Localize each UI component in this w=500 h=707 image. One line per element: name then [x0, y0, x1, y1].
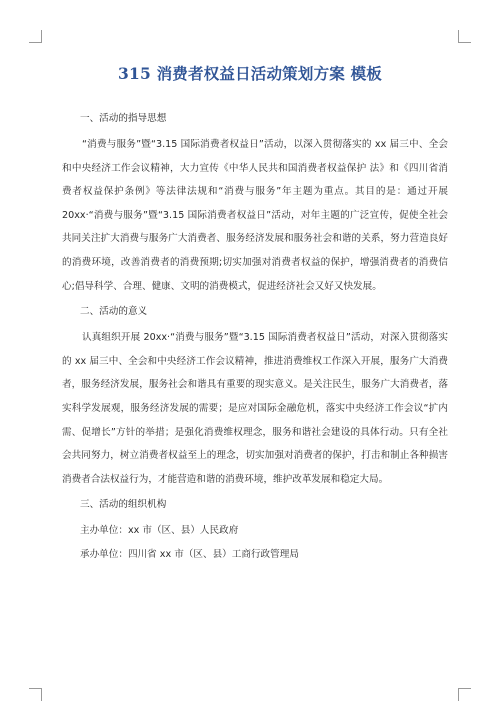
crop-mark-top-right: [458, 30, 471, 43]
section-heading: 一、活动的指导思想: [80, 113, 167, 124]
document-title: 315 消费者权益日活动策划方案 模板: [118, 64, 382, 83]
section-heading: 三、活动的组织机构: [80, 499, 167, 511]
organizer-line: 主办单位：xx 市（区、县）人民政府: [80, 525, 239, 537]
section-heading: 二、活动的意义: [80, 306, 148, 318]
undertaker-line: 承办单位：四川省 xx 市（区、县）工商行政管理局: [80, 549, 299, 561]
crop-mark-bottom-left: [29, 688, 42, 701]
crop-mark-top-left: [29, 30, 42, 43]
document-body: [62, 110, 448, 567]
body-paragraph: “消费与服务”暨“3.15 国际消费者权益日”活动，以深入贯彻落实的 xx 届三中、全会和中央经济工作会议精神，大力宣传《中华人民共和国消费者权益保护 法》和《四川省消费者权益保护条例》等法律法规和“消费与服务”年主题为重点。其目的是：通过开展 20xx·“消费与服务”暨“3.15 国际消费者权益日”活动，对年主题的广泛宣传，促使全社会共同关注扩大消费与服务广大消费者、服务经济发展和服务社会和谐的关系，努力营造良好的消费环境，改善消费者的消费预期;切实加强对消费者权益的保护，增强消费者的消费信心;倡导科学、合理、健康、文明的消费模式，促进经济社会又好又快发展。: [62, 139, 448, 292]
crop-mark-bottom-right: [458, 688, 471, 701]
body-paragraph: 认真组织开展 20xx·“消费与服务”暨“3.15 国际消费者权益日”活动，对深入贯彻落实的 xx 届三中、全会和中央经济工作会议精神，推进消费维权工作深入开展，服务广大消费者，服务经济发展，服务社会和谐具有重要的现实意义。是关注民生，服务广大消费者，落实科学发展观，服务经济发展的需要；是应对国际金融危机，落实中央经济工作会议“扩内需、促增长”方针的举措；是强化消费维权理念，服务和谐社会建设的具体行动。只有全社会共同努力，树立消费者权益至上的理念，切实加强对消费者的保护，打击和制止各种损害消费者合法权益行为，才能营造和谐的消费环境，维护改革发展和稳定大局。: [62, 332, 448, 485]
